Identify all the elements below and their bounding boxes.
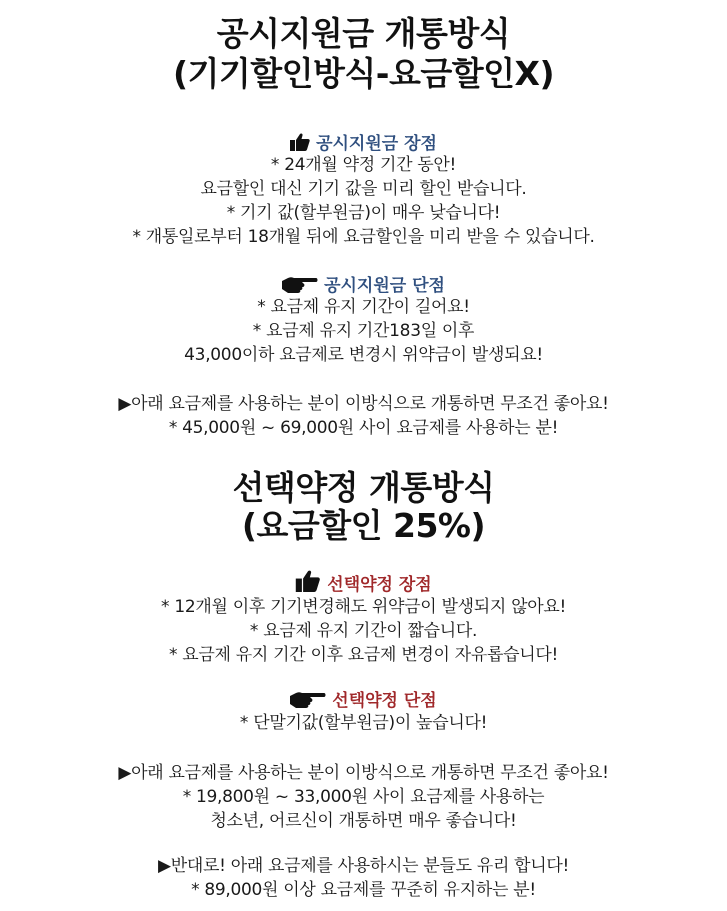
section1-cons-line: * 요금제 유지 기간183일 이후 [252, 321, 475, 341]
section2-cons-label: 선택약정 단점 [332, 691, 437, 711]
section1-pros-label: 공시지원금 장점 [316, 134, 437, 154]
section1-cons-heading [0, 275, 727, 298]
section2-pros-label: 선택약정 장점 [327, 575, 432, 595]
section2-cons-line: * 단말기값(할부원금)이 높습니다! [239, 713, 488, 733]
section2-cons-heading [0, 690, 727, 713]
section1-recommend-line: * 45,000원 ~ 69,000원 사이 요금제를 사용하는 분! [168, 418, 559, 438]
section1-recommend-line: ▶아래 요금제를 사용하는 분이 이방식으로 개통하면 무조건 좋아요! [118, 394, 609, 414]
section1-pros-line: * 24개월 약정 기간 동안! [270, 155, 457, 175]
section2-pros-line: * 요금제 유지 기간 이후 요금제 변경이 자유롭습니다! [168, 645, 558, 665]
section2-title-line2: (요금할인 25%) [241, 506, 486, 545]
section1-title-line1: 공시지원금 개통방식 [216, 14, 511, 53]
section2-pros-line: * 요금제 유지 기간이 짧습니다. [249, 621, 478, 641]
section2-pros-line: * 12개월 이후 기기변경해도 위약금이 발생되지 않아요! [161, 597, 566, 617]
section1-cons-label: 공시지원금 단점 [324, 276, 445, 296]
thumbs-up-icon [290, 133, 310, 156]
section1-pros-line: * 개통일로부터 18개월 뒤에 요금할인을 미리 받을 수 있습니다. [132, 227, 595, 247]
section2-recommend-line: 청소년, 어르신이 개통하면 매우 좋습니다! [210, 811, 517, 831]
section2-opposite-line: ▶반대로! 아래 요금제를 사용하시는 분들도 유리 합니다! [157, 856, 570, 876]
pointing-hand-icon [290, 690, 326, 713]
section2-title-line1: 선택약정 개통방식 [232, 468, 495, 507]
section1-pros-line: 요금할인 대신 기기 값을 미리 할인 받습니다. [200, 179, 527, 199]
section1-title-line2: (기기할인방식-요금할인X) [172, 54, 555, 93]
thumbs-up-icon [295, 570, 321, 597]
section2-recommend-line: * 19,800원 ~ 33,000원 사이 요금제를 사용하는 [182, 787, 545, 807]
section2-pros-heading [0, 570, 727, 597]
section2-recommend-line: ▶아래 요금제를 사용하는 분이 이방식으로 개통하면 무조건 좋아요! [118, 763, 609, 783]
pointing-hand-icon [282, 275, 318, 298]
section1-cons-line: 43,000이하 요금제로 변경시 위약금이 발생되요! [184, 345, 543, 365]
section1-pros-line: * 기기 값(할부원금)이 매우 낮습니다! [226, 203, 501, 223]
section1-cons-line: * 요금제 유지 기간이 길어요! [257, 297, 470, 317]
section1-pros-heading [0, 133, 727, 156]
section2-opposite-line: * 89,000원 이상 요금제를 꾸준히 유지하는 분! [191, 880, 536, 900]
